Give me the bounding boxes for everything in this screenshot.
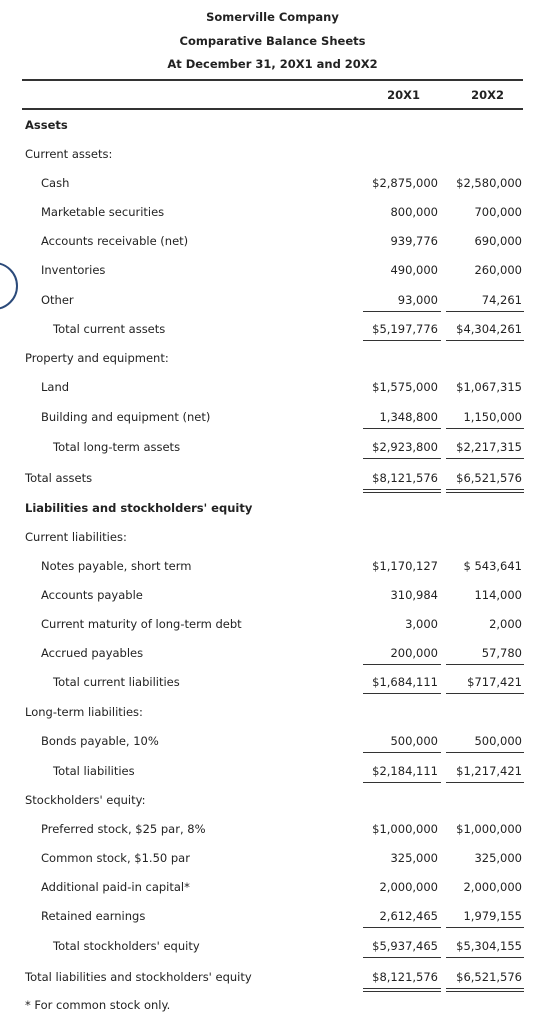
row-label: Cash: [41, 176, 70, 190]
column-header-20x1: 20X1: [387, 88, 420, 102]
table-row: [0, 231, 545, 251]
value-20x2: $ 543,641: [463, 559, 522, 573]
company-name: Somerville Company: [206, 10, 339, 24]
table-row: [0, 614, 545, 634]
value-20x2: 2,000: [489, 617, 522, 631]
double-underline: [363, 991, 441, 992]
double-underline: [363, 988, 441, 989]
underline: [446, 340, 524, 341]
double-underline: [446, 489, 524, 490]
row-label: Total liabilities and stockholders' equity: [25, 970, 252, 984]
value-20x1: 93,000: [397, 293, 438, 307]
value-20x2: $1,000,000: [456, 822, 522, 836]
double-underline: [363, 489, 441, 490]
underline: [446, 458, 524, 459]
row-label: Marketable securities: [41, 205, 165, 219]
row-label: Total assets: [25, 471, 93, 485]
value-20x2: 114,000: [474, 588, 522, 602]
row-label: Total current assets: [53, 322, 166, 336]
value-20x1: 800,000: [390, 205, 438, 219]
underline: [446, 927, 524, 928]
table-row: [0, 936, 545, 956]
row-label: Inventories: [41, 263, 106, 277]
row-label: Property and equipment:: [25, 351, 169, 365]
table-row: [0, 115, 545, 135]
table-row: [0, 848, 545, 868]
underline: [446, 693, 524, 694]
value-20x1: 939,776: [390, 234, 438, 248]
column-header-20x2: 20X2: [471, 88, 504, 102]
value-20x1: 1,348,800: [379, 410, 438, 424]
table-row: [0, 407, 545, 427]
underline: [363, 927, 441, 928]
underline: [363, 752, 441, 753]
row-label: Building and equipment (net): [41, 410, 211, 424]
row-label: Retained earnings: [41, 909, 146, 923]
value-20x2: $2,580,000: [456, 176, 522, 190]
table-row: [0, 348, 545, 368]
table-row: [0, 790, 545, 810]
underline: [446, 752, 524, 753]
table-row: [0, 702, 545, 722]
header-bottom-rule: [22, 108, 523, 110]
value-20x2: 690,000: [474, 234, 522, 248]
table-row: [0, 585, 545, 605]
value-20x1: $2,875,000: [372, 176, 438, 190]
value-20x2: $4,304,261: [456, 322, 522, 336]
underline: [363, 311, 441, 312]
value-20x1: $2,184,111: [372, 764, 438, 778]
row-label: Bonds payable, 10%: [41, 734, 159, 748]
table-row: [0, 672, 545, 692]
value-20x1: 2,612,465: [379, 909, 438, 923]
value-20x2: $2,217,315: [456, 440, 522, 454]
value-20x1: 200,000: [390, 646, 438, 660]
table-row: [0, 819, 545, 839]
underline: [363, 340, 441, 341]
double-underline: [446, 492, 524, 493]
row-label: Liabilities and stockholders' equity: [25, 501, 253, 515]
row-label: Total long-term assets: [53, 440, 181, 454]
table-row: [0, 556, 545, 576]
table-row: [0, 967, 545, 987]
row-label: Total stockholders' equity: [53, 939, 200, 953]
value-20x2: $717,421: [467, 675, 522, 689]
value-20x2: $6,521,576: [456, 471, 522, 485]
value-20x2: 500,000: [474, 734, 522, 748]
value-20x2: $5,304,155: [456, 939, 522, 953]
statement-title: Comparative Balance Sheets: [179, 34, 366, 48]
value-20x1: 2,000,000: [379, 880, 438, 894]
row-label: Long-term liabilities:: [25, 705, 143, 719]
double-underline: [446, 991, 524, 992]
row-label: Accounts receivable (net): [41, 234, 189, 248]
value-20x1: $1,575,000: [372, 380, 438, 394]
row-label: Preferred stock, $25 par, 8%: [41, 822, 206, 836]
value-20x1: $1,000,000: [372, 822, 438, 836]
value-20x1: $2,923,800: [372, 440, 438, 454]
value-20x2: 57,780: [481, 646, 522, 660]
row-label: Current liabilities:: [25, 530, 127, 544]
value-20x1: $8,121,576: [372, 970, 438, 984]
underline: [363, 428, 441, 429]
header-top-rule: [22, 79, 523, 81]
underline: [363, 782, 441, 783]
table-row: [0, 144, 545, 164]
value-20x1: 325,000: [390, 851, 438, 865]
value-20x2: 74,261: [481, 293, 522, 307]
table-row: [0, 498, 545, 518]
row-label: Accrued payables: [41, 646, 144, 660]
table-row: [0, 468, 545, 488]
underline: [446, 664, 524, 665]
table-row: [0, 643, 545, 663]
value-20x1: 490,000: [390, 263, 438, 277]
table-row: [0, 877, 545, 897]
table-row: [0, 731, 545, 751]
value-20x1: $1,170,127: [372, 559, 438, 573]
table-row: [0, 260, 545, 280]
underline: [363, 664, 441, 665]
table-row: [0, 377, 545, 397]
statement-date: At December 31, 20X1 and 20X2: [167, 57, 378, 71]
row-label: Other: [41, 293, 74, 307]
value-20x1: 3,000: [405, 617, 438, 631]
value-20x2: 260,000: [474, 263, 522, 277]
row-label: Land: [41, 380, 70, 394]
value-20x2: 2,000,000: [463, 880, 522, 894]
double-underline: [446, 988, 524, 989]
underline: [363, 693, 441, 694]
underline: [446, 782, 524, 783]
value-20x2: 1,150,000: [463, 410, 522, 424]
row-label: Notes payable, short term: [41, 559, 192, 573]
value-20x1: 500,000: [390, 734, 438, 748]
footnote: * For common stock only.: [25, 998, 171, 1012]
value-20x1: $8,121,576: [372, 471, 438, 485]
table-row: [0, 290, 545, 310]
row-label: Current assets:: [25, 147, 113, 161]
value-20x1: $5,197,776: [372, 322, 438, 336]
underline: [363, 957, 441, 958]
table-row: [0, 761, 545, 781]
underline: [446, 311, 524, 312]
value-20x2: $6,521,576: [456, 970, 522, 984]
row-label: Stockholders' equity:: [25, 793, 146, 807]
value-20x2: 700,000: [474, 205, 522, 219]
table-row: [0, 173, 545, 193]
row-label: Total liabilities: [53, 764, 135, 778]
value-20x1: $1,684,111: [372, 675, 438, 689]
value-20x2: $1,067,315: [456, 380, 522, 394]
row-label: Additional paid-in capital*: [41, 880, 190, 894]
value-20x2: $1,217,421: [456, 764, 522, 778]
row-label: Total current liabilities: [53, 675, 180, 689]
row-label: Current maturity of long-term debt: [41, 617, 242, 631]
value-20x1: 310,984: [390, 588, 438, 602]
row-label: Common stock, $1.50 par: [41, 851, 190, 865]
table-row: [0, 319, 545, 339]
underline: [446, 957, 524, 958]
underline: [446, 428, 524, 429]
table-row: [0, 527, 545, 547]
double-underline: [363, 492, 441, 493]
table-row: [0, 437, 545, 457]
row-label: Assets: [25, 118, 68, 132]
value-20x2: 325,000: [474, 851, 522, 865]
value-20x2: 1,979,155: [463, 909, 522, 923]
value-20x1: $5,937,465: [372, 939, 438, 953]
table-row: [0, 906, 545, 926]
row-label: Accounts payable: [41, 588, 143, 602]
underline: [363, 458, 441, 459]
table-row: [0, 202, 545, 222]
